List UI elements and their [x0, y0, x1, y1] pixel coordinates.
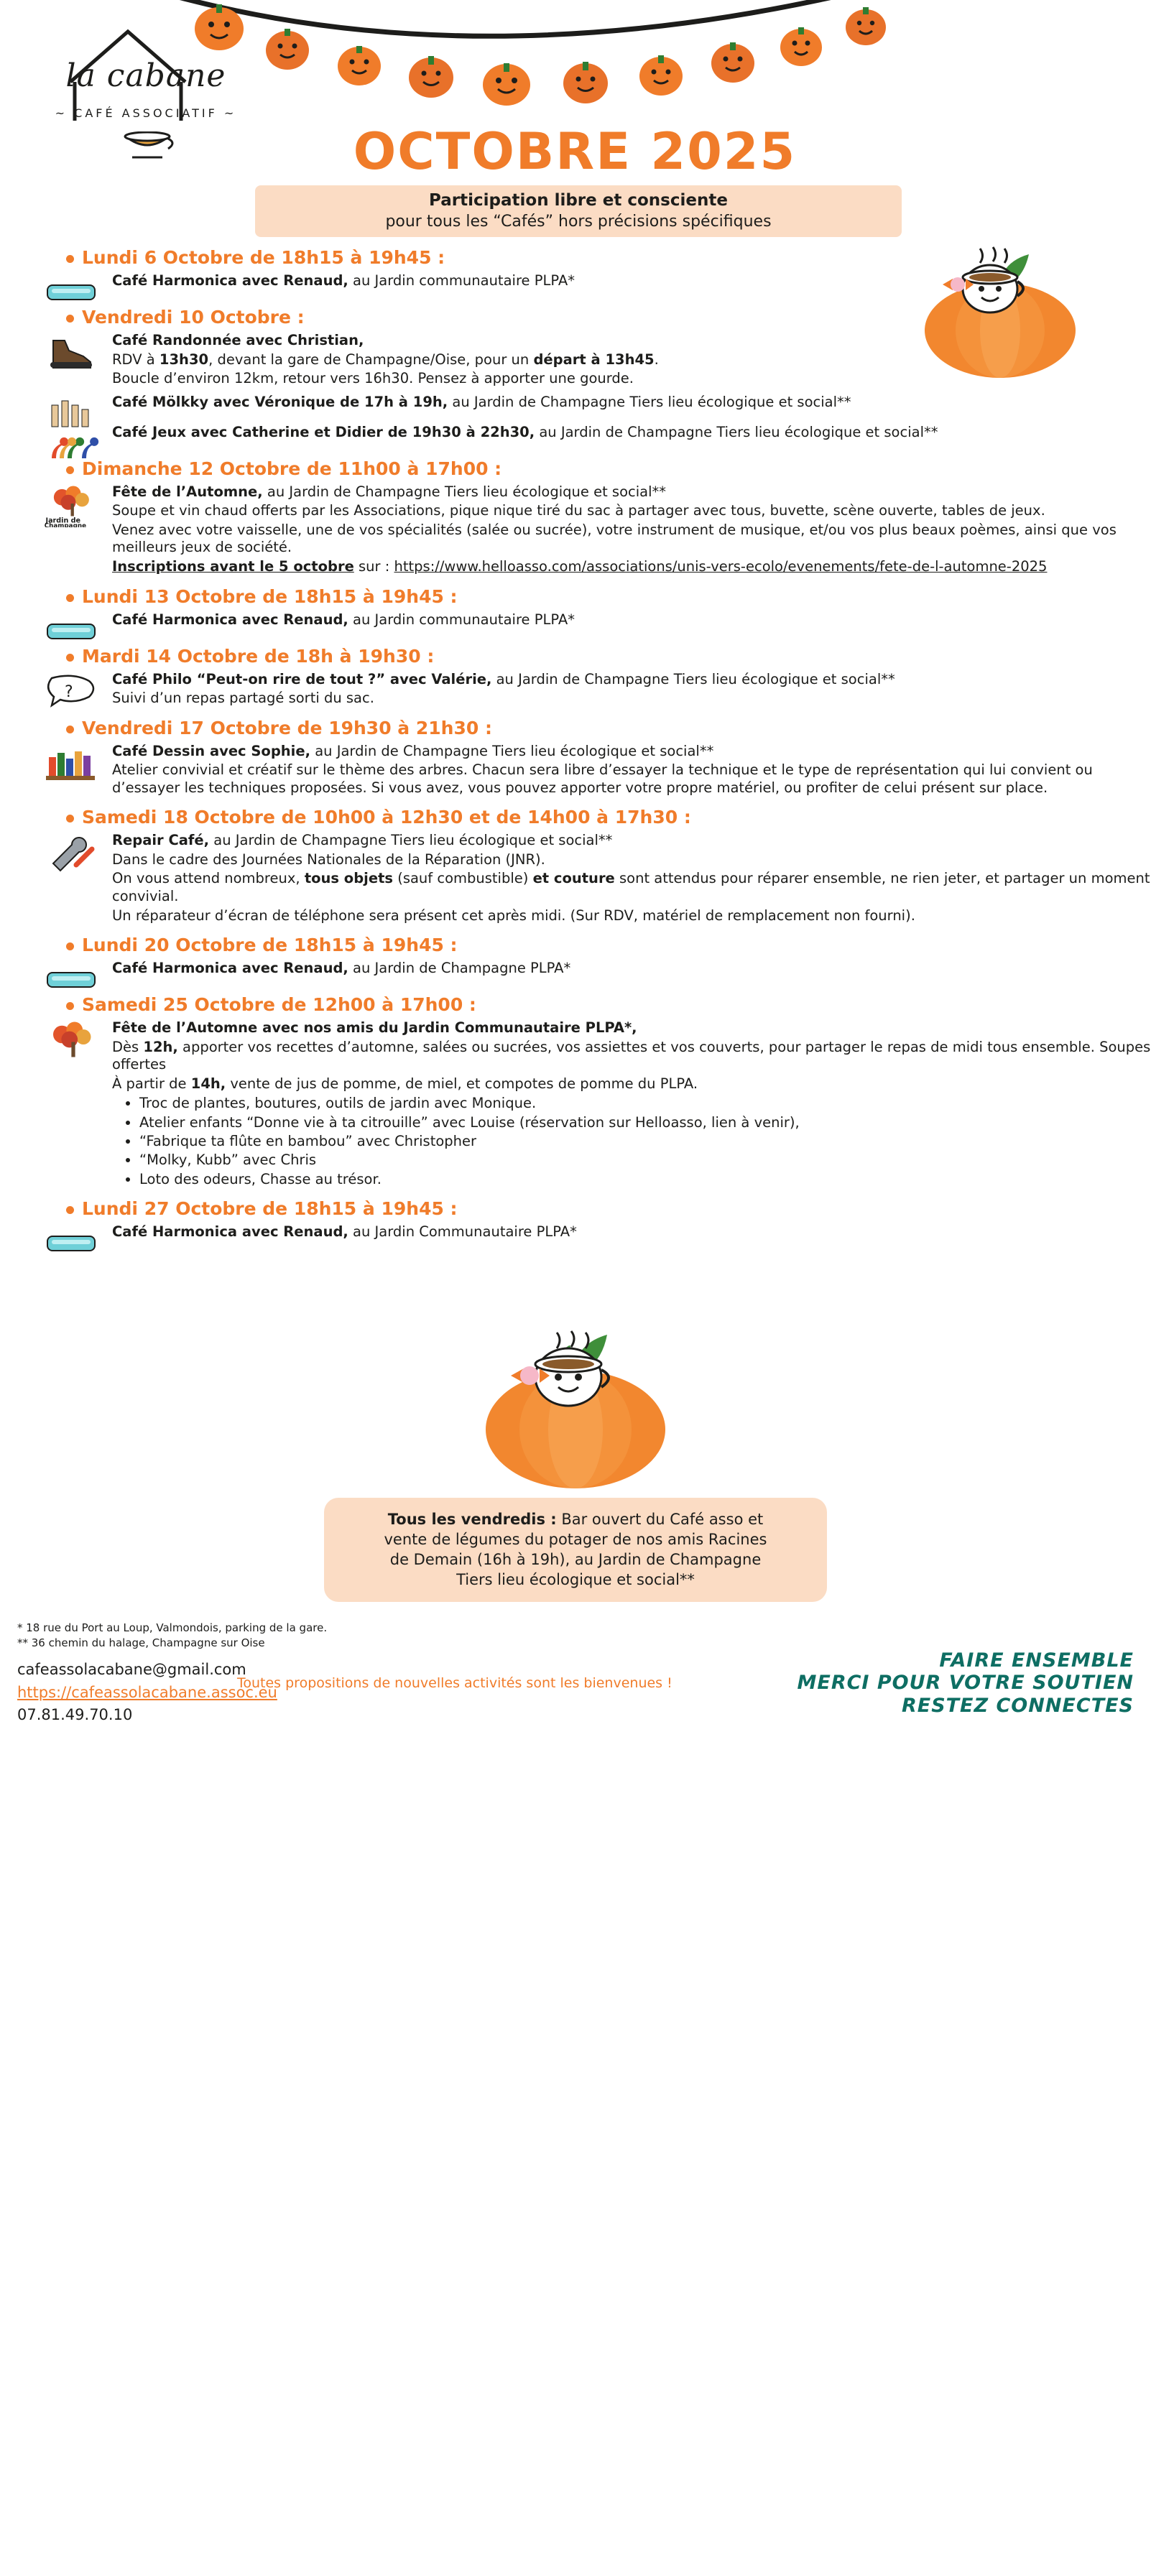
- program-entry-line: Suivi d’un repas partagé sorti du sac.: [112, 690, 374, 707]
- program-entry-line: Boucle d’environ 12km, retour vers 16h30. Pensez à apporter une gourde.: [112, 370, 634, 387]
- list-item: • Atelier enfants “Donne vie à ta citrouille” avec Louise (réservation sur Helloasso, lien à venir),: [139, 1113, 1151, 1131]
- pumpkin-garland-icon: [144, 0, 948, 108]
- program-entry-line: Café Dessin avec Sophie, au Jardin de Champagne Tiers lieu écologique et social**: [112, 742, 714, 759]
- list-item: • Loto des odeurs, Chasse au trésor.: [139, 1170, 1151, 1188]
- propositions-note: Toutes propositions de nouvelles activités sont les bienvenues !: [237, 1674, 672, 1691]
- page-title: OCTOBRE 2025: [353, 122, 797, 181]
- program-entry-line: Un réparateur d’écran de téléphone sera présent cet après midi. (Sur RDV, matériel de remplacement non fourni).: [112, 907, 915, 924]
- program-day: [0, 994, 1151, 1188]
- program-entry: [69, 394, 1151, 418]
- program-entry-line: Café Jeux avec Catherine et Didier de 19h30 à 22h30, au Jardin de Champagne Tiers lieu écologique et social**: [112, 423, 938, 440]
- program-day: [0, 646, 1151, 708]
- contact-website[interactable]: https://cafeassolacabane.assoc.eu: [17, 1683, 277, 1701]
- program-day-title: Lundi 20 Octobre de 18h15 à 19h45 :: [69, 935, 1151, 955]
- slogan-block: [798, 1649, 1134, 1718]
- address-notes: [17, 1621, 1137, 1652]
- program-day: [0, 458, 1151, 576]
- note-champagne: ** 36 chemin du halage, Champagne sur Oise: [17, 1636, 265, 1650]
- program-entry-line: Café Philo “Peut-on rire de tout ?” avec Valérie, au Jardin de Champagne Tiers lieu écologique et social**: [112, 670, 895, 687]
- every-friday-box: [324, 1498, 827, 1602]
- autumn-tree-icon: [43, 1019, 103, 1060]
- program-entry-line: Venez avec votre vaisselle, une de vos spécialités (salée ou sucrée), votre instrument de musique, et/ou vos plus beaux poèmes, ainsi que vos meilleurs jeux de société.: [112, 521, 1117, 556]
- program-entry: [69, 743, 1151, 797]
- art-supplies-icon: [43, 743, 103, 783]
- program-entry: [69, 832, 1151, 925]
- program-day-title: Lundi 13 Octobre de 18h15 à 19h45 :: [69, 586, 1151, 607]
- program-entry-line: Repair Café, au Jardin de Champagne Tiers lieu écologique et social**: [112, 832, 613, 849]
- program-day-title: Lundi 27 Octobre de 18h15 à 19h45 :: [69, 1198, 1151, 1219]
- every-friday-label: Tous les vendredis :: [387, 1511, 557, 1529]
- program-entry-line: Café Harmonica avec Renaud, au Jardin Communautaire PLPA*: [112, 1223, 577, 1241]
- program-entry: [65, 670, 1151, 708]
- svg-text:Jardin de: Jardin de: [45, 516, 81, 524]
- program-day: [0, 718, 1151, 797]
- program-entry-line: Dans le cadre des Journées Nationales de la Réparation (JNR).: [112, 851, 545, 868]
- logo-wordmark: la cabane: [65, 57, 226, 94]
- every-friday-line-1: [338, 1509, 813, 1529]
- program-entry-bullets: [126, 1094, 1151, 1188]
- program-entry-line: Café Harmonica avec Renaud, au Jardin communautaire PLPA*: [112, 611, 575, 628]
- pumpkin-mascot-top: [885, 216, 1108, 381]
- speech-bubble-question-icon: [43, 671, 103, 711]
- wrench-tools-icon: [43, 832, 103, 872]
- contact-phone: 07.81.49.70.10: [17, 1706, 133, 1724]
- program-entry-line: Atelier convivial et créatif sur le thème des arbres. Chacun sera libre d’essayer la technique et le type de représentation qui lui convient ou d’essayer les techniques proposées. Si vous avez, vous pouvez apporter votre propre matériel, ou profiter de celui présent sur place.: [112, 761, 1093, 796]
- program-list: [0, 247, 1151, 1268]
- pumpkin-mascot-bottom: [0, 1275, 1151, 1491]
- program-day: [0, 935, 1151, 984]
- participation-banner: [255, 185, 902, 237]
- program-entry-line: Café Mölkky avec Véronique de 17h à 19h, au Jardin de Champagne Tiers lieu écologique et social**: [112, 393, 851, 410]
- program-entry-line: Fête de l’Automne avec nos amis du Jardin Communautaire PLPA*,: [112, 1019, 637, 1037]
- program-day-title: Samedi 25 Octobre de 12h00 à 17h00 :: [69, 994, 1151, 1015]
- list-item: • “Fabrique ta flûte en bambou” avec Christopher: [139, 1132, 1151, 1150]
- program-day-title: Vendredi 17 Octobre de 19h30 à 21h30 :: [69, 718, 1151, 738]
- every-friday-line-4: Tiers lieu écologique et social**: [456, 1571, 695, 1589]
- program-entry-line: Dès 12h, apporter vos recettes d’automne, salées ou sucrées, vos assiettes et vos couverts, pour partager le repas de midi tous ensemble. Soupes offertes: [112, 1038, 1151, 1073]
- note-plpa: * 18 rue du Port au Loup, Valmondois, parking de la gare.: [17, 1621, 328, 1634]
- participation-line-2: pour tous les “Cafés” hors précisions spécifiques: [385, 213, 772, 231]
- poster-header: [0, 0, 1151, 237]
- list-item: • Troc de plantes, boutures, outils de jardin avec Monique.: [139, 1094, 1151, 1112]
- program-entry-line: Café Randonnée avec Christian,: [112, 332, 364, 348]
- program-entry: [69, 611, 1151, 636]
- program-entry-line: Inscriptions avant le 5 octobre sur : https://www.helloasso.com/associations/unis-vers-ecolo/evenements/fete-de-l-automne-2025: [112, 557, 1048, 575]
- svg-text:?: ?: [65, 682, 73, 701]
- program-entry: [69, 1019, 1151, 1188]
- program-entry-line: À partir de 14h, vente de jus de pomme, de miel, et compotes de pomme du PLPA.: [112, 1075, 698, 1092]
- hiking-boot-icon: [43, 332, 103, 372]
- program-entry-line: Fête de l’Automne, au Jardin de Champagne Tiers lieu écologique et social**: [112, 483, 667, 500]
- program-day-title: Mardi 14 Octobre de 18h à 19h30 :: [69, 646, 1151, 667]
- program-day-title: Vendredi 10 Octobre :: [69, 307, 1151, 328]
- program-day-title: Dimanche 12 Octobre de 11h00 à 17h00 :: [69, 458, 1151, 479]
- every-friday-line-2: vente de légumes du potager de nos amis Racines: [384, 1531, 767, 1549]
- program-entry: [69, 960, 1151, 984]
- program-day-title: Lundi 6 Octobre de 18h15 à 19h45 :: [69, 247, 1151, 268]
- harmonica-icon: [43, 1223, 103, 1264]
- program-entry-line: On vous attend nombreux, tous objets (sauf combustible) et couture sont attendus pour réparer ensemble, ne rien jeter, et partager un moment convivial.: [112, 870, 1150, 904]
- slogan-line-2: MERCI POUR VOTRE SOUTIEN: [797, 1672, 1134, 1695]
- program-entry: [69, 1223, 1151, 1248]
- slogan-line-1: FAIRE ENSEMBLE: [939, 1649, 1134, 1672]
- contact-email[interactable]: cafeassolacabane@gmail.com: [17, 1661, 246, 1679]
- svg-text:Champagne: Champagne: [44, 522, 87, 527]
- list-item: • “Molky, Kubb” avec Chris: [139, 1151, 1151, 1169]
- every-friday-line-3: de Demain (16h à 19h), au Jardin de Champagne: [389, 1551, 762, 1569]
- every-friday-rest: Bar ouvert du Café asso et: [556, 1511, 764, 1529]
- poster-footer: [0, 1621, 1151, 1744]
- jardin-de-champagne-logo: [43, 483, 103, 527]
- program-day: [0, 807, 1151, 925]
- program-entry-line: Café Harmonica avec Renaud, au Jardin de Champagne PLPA*: [112, 960, 571, 977]
- participation-line-1: Participation libre et consciente: [429, 191, 728, 210]
- program-entry-line: Café Harmonica avec Renaud, au Jardin communautaire PLPA*: [112, 272, 575, 289]
- program-entry-line: RDV à 13h30, devant la gare de Champagne/Oise, pour un départ à 13h45.: [112, 351, 659, 368]
- program-entry: [69, 424, 1151, 448]
- program-entry: [44, 483, 1151, 576]
- program-entry-line: Soupe et vin chaud offerts par les Associations, pique nique tiré du sac à partager avec tous, buvette, scène ouverte, tables de jeux.: [112, 502, 1045, 519]
- logo-tagline: ~ CAFÉ ASSOCIATIF ~: [55, 106, 237, 120]
- coffee-cup-icon: [121, 131, 174, 163]
- program-day: [0, 1198, 1151, 1248]
- slogan-line-3: RESTEZ CONNECTES: [901, 1695, 1134, 1718]
- program-day-title: Samedi 18 Octobre de 10h00 à 12h30 et de 14h00 à 17h30 :: [69, 807, 1151, 828]
- program-day: [0, 586, 1151, 636]
